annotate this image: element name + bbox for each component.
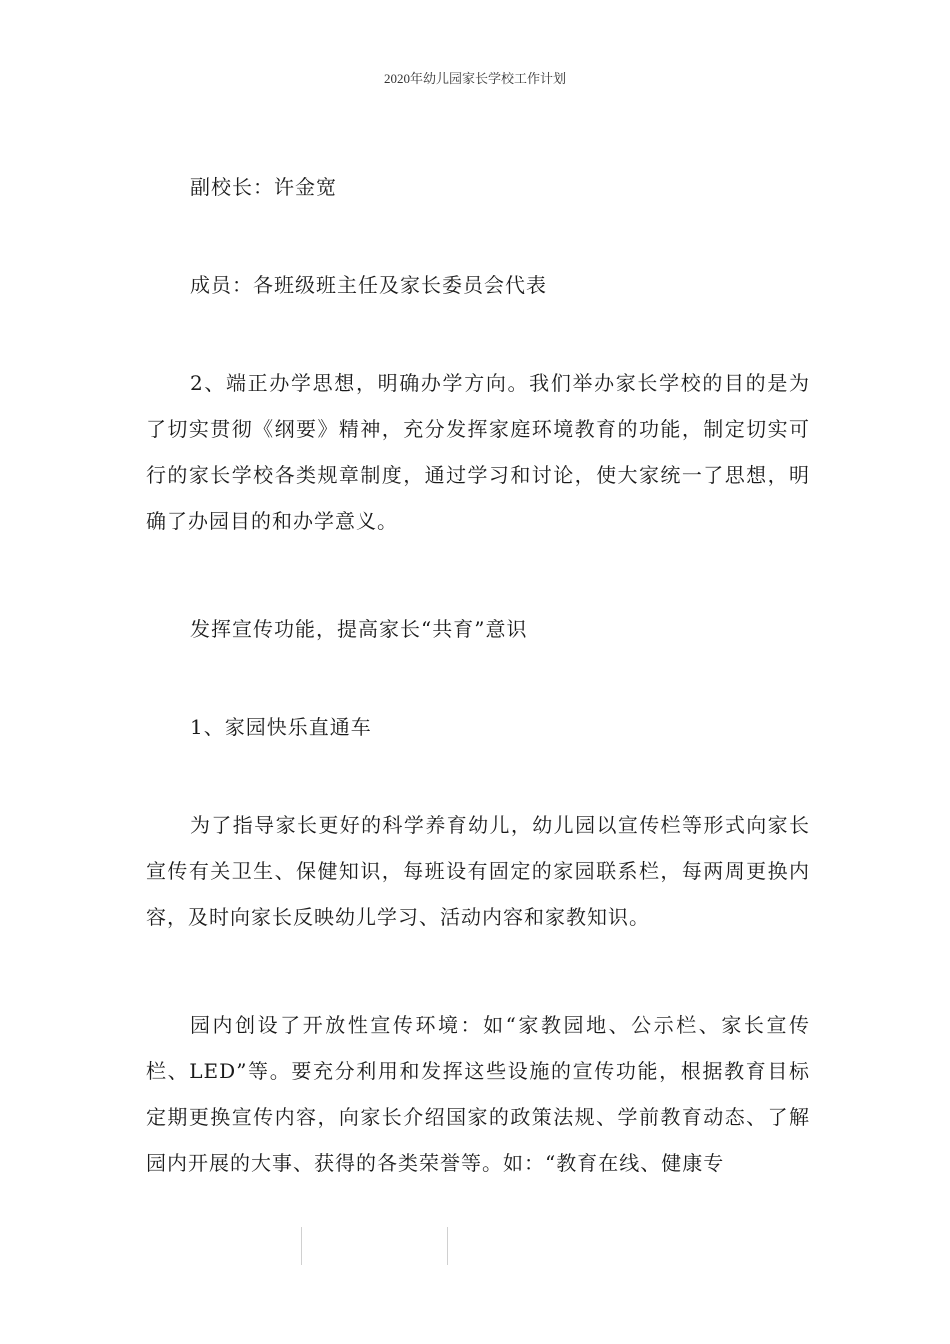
environment-paragraph: 园内创设了开放性宣传环境：如“家教园地、公示栏、家长宣传栏、LED”等。要充分利用和发挥这些设施的宣传功能，根据教育目标定期更换宣传内容，向家长介绍国家的政策法规、学前教育动态、了解园内开展的大事、获得的各类荣誉等。如：“教育在线、健康专 — [146, 1013, 810, 1175]
page-header-title: 2020年幼儿园家长学校工作计划 — [383, 71, 566, 86]
item-1-heading: 1、家园快乐直通车 — [190, 715, 372, 739]
vice-principal-line: 副校长：许金宽 — [190, 175, 337, 199]
footer-divider-left — [301, 1227, 302, 1265]
section-heading: 发挥宣传功能，提高家长“共育”意识 — [190, 617, 528, 641]
members-line: 成员：各班级班主任及家长委员会代表 — [190, 273, 547, 297]
footer-divider-right — [447, 1227, 448, 1265]
point-2-paragraph: 2、端正办学思想，明确办学方向。我们举办家长学校的目的是为了切实贯彻《纲要》精神，充分发挥家庭环境教育的功能，制定切实可行的家长学校各类规章制度，通过学习和讨论，使大家统一了思想，明确了办园目的和办学意义。 — [146, 371, 810, 533]
guide-paragraph: 为了指导家长更好的科学养育幼儿，幼儿园以宣传栏等形式向家长宣传有关卫生、保健知识，每班设有固定的家园联系栏，每两周更换内容，及时向家长反映幼儿学习、活动内容和家教知识。 — [146, 813, 810, 929]
